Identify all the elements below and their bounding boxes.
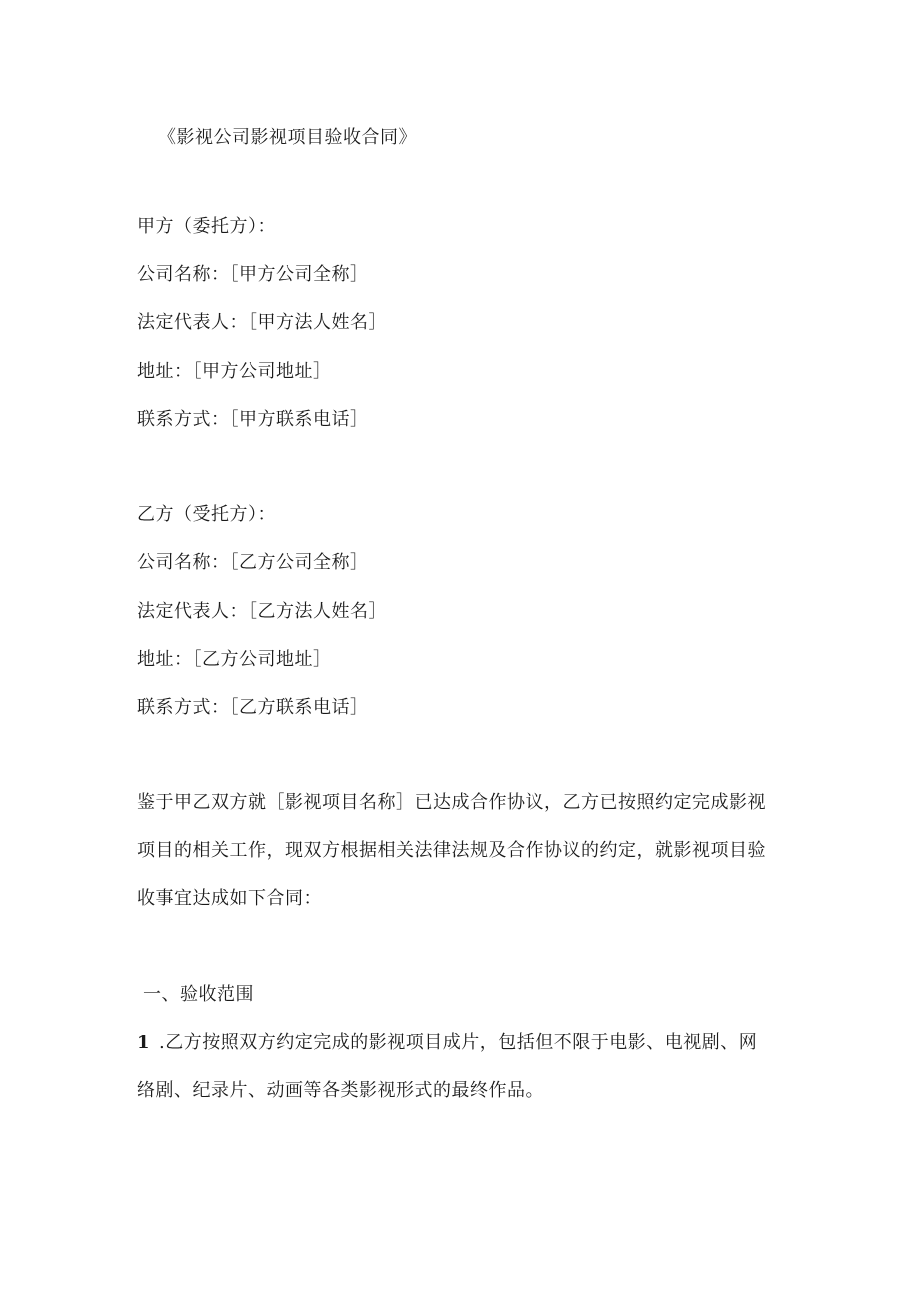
document-title: 《影视公司影视项目验收合同》 <box>158 127 417 148</box>
list-item-text: .乙方按照双方约定完成的影视项目成片，包括但不限于电影、电视剧、网 <box>159 1032 758 1053</box>
section-1-item-1-line-2: 络剧、纪录片、动画等各类影视形式的最终作品。 <box>137 1080 544 1101</box>
preamble-line-1: 鉴于甲乙双方就［影视项目名称］已达成合作协议，乙方已按照约定完成影视 <box>137 792 766 813</box>
party-b-heading: 乙方（受托方）： <box>137 504 276 525</box>
party-b-legal-rep: 法定代表人：［乙方法人姓名］ <box>137 601 387 622</box>
party-a-legal-rep: 法定代表人：［甲方法人姓名］ <box>137 312 387 333</box>
party-a-heading: 甲方（委托方）： <box>137 216 276 237</box>
party-b-company-name: 公司名称：［乙方公司全称］ <box>137 552 369 573</box>
party-b-contact: 联系方式：［乙方联系电话］ <box>137 697 369 718</box>
section-1-heading: 一、验收范围 <box>143 984 254 1005</box>
party-a-contact: 联系方式：［甲方联系电话］ <box>137 409 369 430</box>
list-number: 1 <box>137 1032 151 1053</box>
party-a-company-name: 公司名称：［甲方公司全称］ <box>137 264 369 285</box>
party-b-address: 地址：［乙方公司地址］ <box>137 649 332 670</box>
section-1-item-1-line-1 <box>137 1031 757 1055</box>
preamble-line-3: 收事宜达成如下合同： <box>137 888 322 909</box>
party-a-address: 地址：［甲方公司地址］ <box>137 361 332 382</box>
preamble-line-2: 项目的相关工作，现双方根据相关法律法规及合作协议的约定，就影视项目验 <box>137 840 766 861</box>
